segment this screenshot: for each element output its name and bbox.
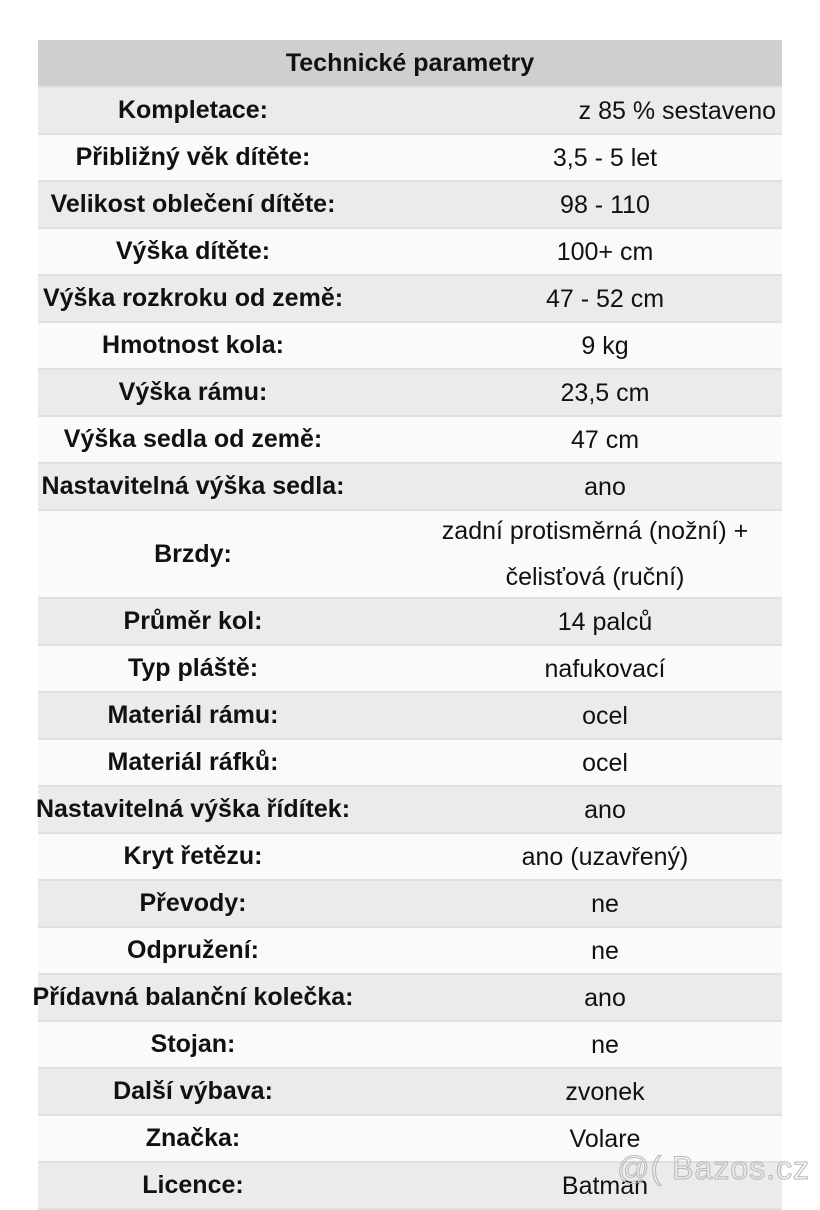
row-label: Další výbava: (113, 1077, 273, 1105)
table-row (38, 834, 782, 881)
row-value: ano (584, 472, 626, 501)
row-label: Výška dítěte: (115, 237, 271, 265)
row-label: Licence: (142, 1171, 244, 1199)
row-value: ano (uzavřený) (521, 842, 689, 871)
table-row (38, 417, 782, 464)
row-label: Velikost oblečení dítěte: (50, 190, 336, 218)
table-row (38, 511, 782, 599)
table-row (38, 88, 782, 135)
table-row (38, 135, 782, 182)
row-label: Typ pláště: (127, 654, 259, 682)
row-label: Odpružení: (127, 936, 259, 964)
row-label: Nastavitelná výška sedla: (41, 472, 345, 500)
table-row (32, 975, 782, 1022)
row-label: Přibližný věk dítěte: (75, 143, 311, 171)
row-value: 47 cm (570, 425, 640, 454)
row-value: ano (584, 983, 626, 1012)
table-row (38, 1069, 782, 1116)
table-row (38, 464, 782, 511)
table-row (38, 646, 782, 693)
spec-table (32, 40, 782, 1210)
table-row (38, 693, 782, 740)
row-label: Značka: (145, 1124, 241, 1152)
row-value: 14 palců (557, 607, 653, 636)
row-label: Kryt řetězu: (123, 842, 263, 870)
row-label: Nastavitelná výška řídítek: (35, 795, 351, 823)
table-row (38, 599, 782, 646)
table-row (38, 323, 782, 370)
row-value: ne (591, 936, 619, 965)
row-label: Kompletace: (117, 96, 269, 124)
table-row (38, 1022, 782, 1069)
table-row (38, 370, 782, 417)
row-value: ano (584, 795, 626, 824)
row-label: Materiál rámu: (107, 701, 279, 729)
row-value: 23,5 cm (560, 378, 650, 407)
row-value: 98 - 110 (560, 190, 650, 219)
row-value: nafukovací (544, 654, 666, 683)
row-value: zvonek (565, 1077, 645, 1106)
row-value: 47 - 52 cm (545, 284, 665, 313)
table-row (38, 229, 782, 276)
table-title: Technické parametry (38, 40, 782, 88)
row-label: Převody: (139, 889, 247, 917)
bazos-watermark: @( Bazos.cz (617, 1150, 810, 1186)
row-value: 3,5 - 5 let (552, 143, 658, 172)
row-label: Hmotnost kola: (102, 331, 284, 359)
row-value: 100+ cm (556, 237, 654, 266)
row-value: 9 kg (581, 331, 629, 360)
row-value: Volare (569, 1124, 641, 1153)
row-value: z 85 % sestaveno (578, 96, 776, 125)
row-label: Výška rozkroku od země: (42, 284, 344, 312)
row-label: Přídavná balanční kolečka: (32, 983, 354, 1011)
row-label: Průměr kol: (123, 607, 263, 635)
row-value: Batman (561, 1171, 649, 1200)
row-label: Stojan: (150, 1030, 236, 1058)
row-value: ne (591, 1030, 619, 1059)
row-label: Výška sedla od země: (63, 425, 323, 453)
row-value: ne (591, 889, 619, 918)
table-row (38, 182, 782, 229)
table-row (38, 740, 782, 787)
table-row (38, 276, 782, 323)
row-label: Materiál ráfků: (107, 748, 279, 776)
row-label: Brzdy: (154, 539, 232, 568)
row-value: zadní protisměrná (nožní) + čelisťová (ruční) (441, 517, 749, 591)
table-row (35, 787, 782, 834)
table-row (38, 928, 782, 975)
row-value: ocel (582, 748, 628, 777)
row-label: Výška rámu: (118, 378, 268, 406)
row-value: ocel (582, 701, 628, 730)
table-row (38, 881, 782, 928)
